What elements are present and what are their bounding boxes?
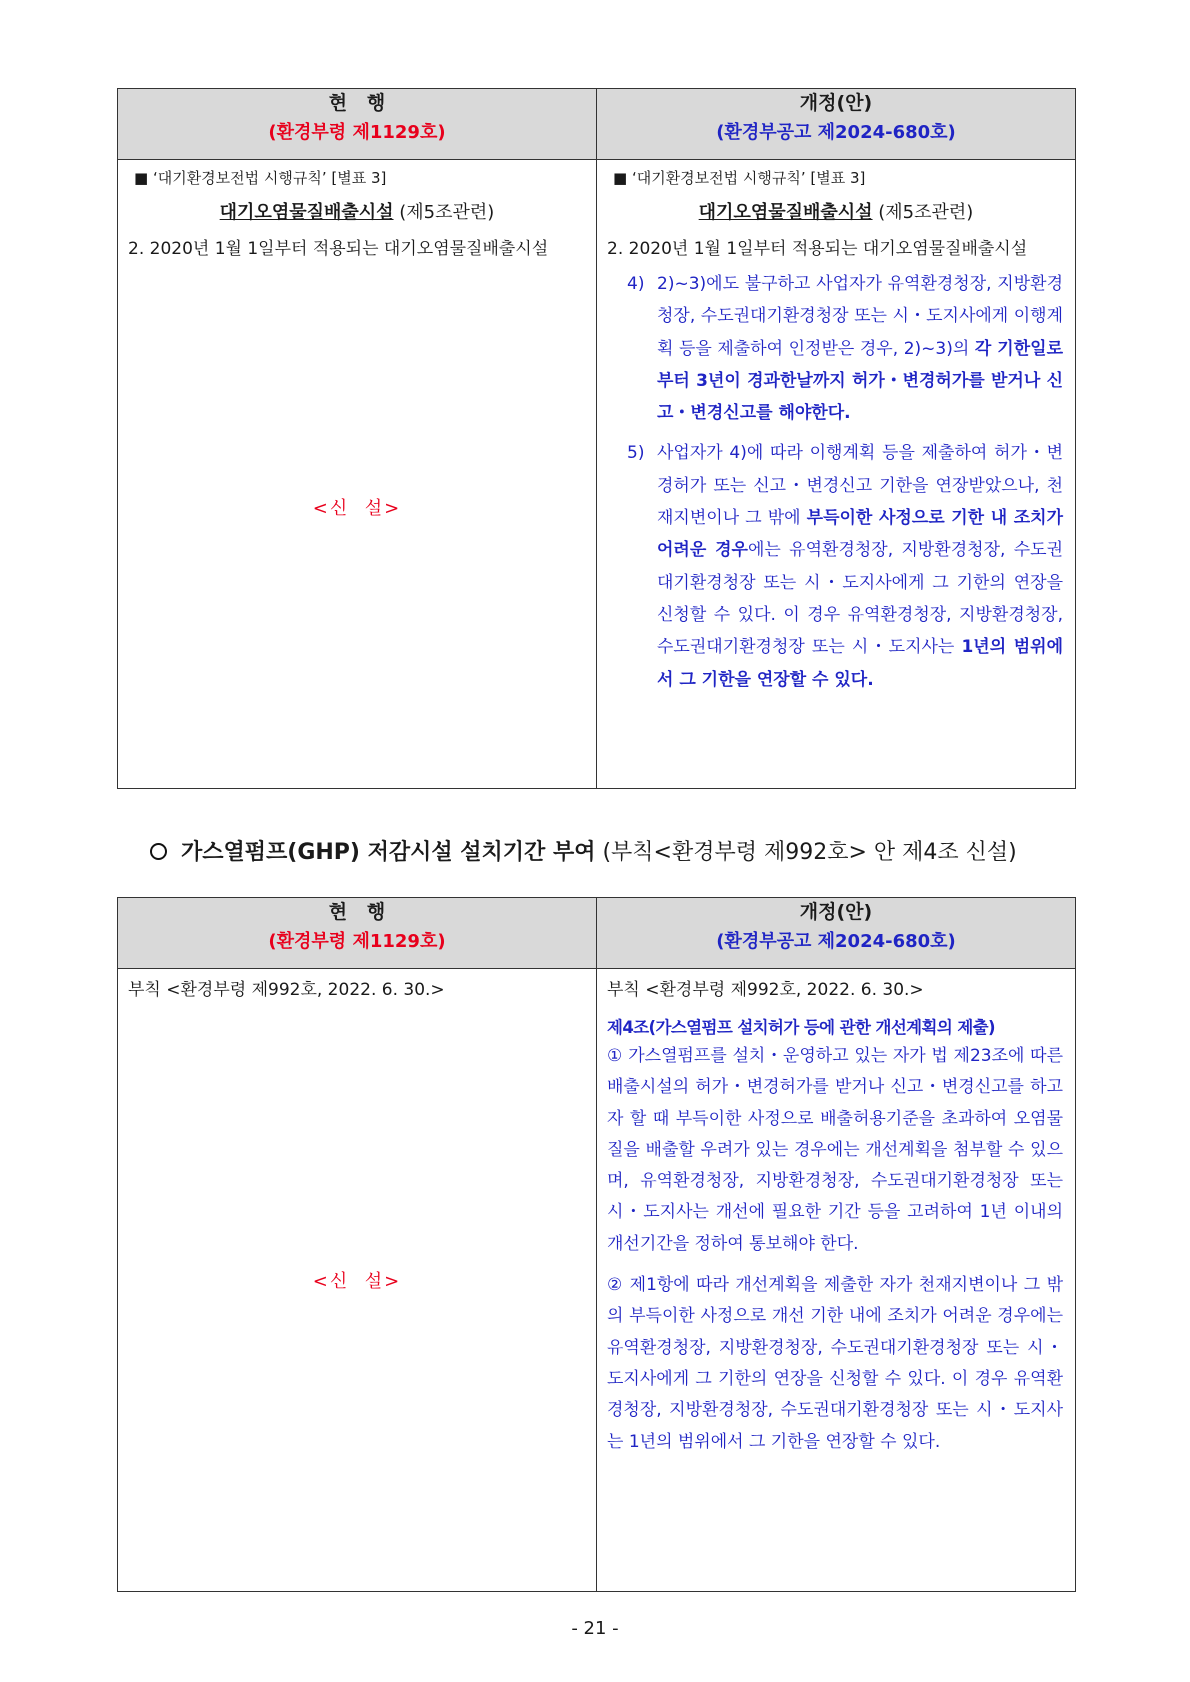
header-current-2 [118,898,597,969]
current-cell [118,160,597,789]
title-left-bold: 대기오염물질배출시설 [219,202,394,223]
title-left-suffix: (제5조관련) [393,202,495,223]
item-4-text [657,268,1063,429]
title-right [597,200,1075,226]
item-5 [627,437,1063,695]
section-heading-normal: (부칙<환경부령 제992호> 안 제4조 신설) [595,840,1017,865]
section-heading [150,838,1017,868]
item-5-num: 5) [627,443,645,464]
header-current-sub: (환경부령 제1129호) [268,122,446,143]
comparison-table-1 [117,88,1076,789]
new-mark-1: <신 설> [312,498,402,519]
circle-bullet-icon [150,843,167,860]
page-number: - 21 - [571,1618,619,1639]
note-left: ■ ‘대기환경보전법 시행규칙’ [별표 3] [134,169,387,187]
item-5-text-a: 사업자가 4)에 따라 이행계획 등을 제출하여 허가・변경허가 또는 신고・변경신고 기한을 연장받았으나, 천재지변이나 그 밖에 [657,443,1063,529]
new-mark-2: <신 설> [312,1271,402,1292]
article-title: 제4조(가스열펌프 설치허가 등에 관한 개선계획의 제출) [607,1018,995,1037]
revised-cell [597,160,1076,789]
title-right-bold: 대기오염물질배출시설 [698,202,873,223]
current-cell-2 [118,969,597,1592]
item-4-text-b: 각 기한일로부터 3년이 경과한날까지 허가・변경허가를 받거나 신고・변경신고를 해야한다. [657,338,1063,424]
item-4 [627,268,1063,429]
addenda-right: 부칙 <환경부령 제992호, 2022. 6. 30.> [607,980,924,1000]
title-left [118,200,596,226]
title-right-suffix: (제5조관련) [872,202,974,223]
header-current-title: 현 행 [328,92,386,114]
header-revised-title: 개정(안) [799,92,873,114]
addenda-left: 부칙 <환경부령 제992호, 2022. 6. 30.> [128,980,445,1000]
section-heading-bold: 가스열펌프(GHP) 저감시설 설치기간 부여 [181,840,596,865]
item-4-text-a: 2)~3)에도 불구하고 사업자가 유역환경청장, 지방환경청장, 수도권대기환경청장 또는 시・도지사에게 이행계획 등을 제출하여 인정받은 경우, 2)~3)의 [657,274,1063,359]
header-revised [597,89,1076,160]
note-right: ■ ‘대기환경보전법 시행규칙’ [별표 3] [613,169,866,187]
item-4-num: 4) [627,274,645,294]
paragraph-1: ① 가스열펌프를 설치・운영하고 있는 자가 법 제23조에 따른 배출시설의 허가・변경허가를 받거나 신고・변경신고를 하고자 할 때 부득이한 사정으로 배출허용기준을 초과하여 오염물질을 배출할 우려가 있는 경우에는 개선계획을 첨부할 수 있으며, 유역환경청장, 지방환경청장, 수도권대기환경청장 또는 시・도지사는 개선에 필요한 기간 등을 고려하여 1년 이내의 개선기간을 정하여 통보해야 한다. [607,1046,1063,1254]
header-revised-2 [597,898,1076,969]
item-5-text-c: 에는 유역환경청장, 지방환경청장, 수도권대기환경청장 또는 시・도지사에게 그 기한의 연장을 신청할 수 있다. 이 경우 유역환경청장, 지방환경청장, 수도권대기환경청장 또는 시・도지사는 [657,540,1064,658]
header-revised-2-title: 개정(안) [799,901,873,923]
revised-cell-2 [597,969,1076,1592]
item-5-text-d: 1년의 범위에서 그 기한을 연장할 수 있다. [657,637,1064,690]
line2-right: 2. 2020년 1월 1일부터 적용되는 대기오염물질배출시설 [607,239,1028,259]
paragraph-2: ② 제1항에 따라 개선계획을 제출한 자가 천재지변이나 그 밖의 부득이한 사정으로 개선 기한 내에 조치가 어려운 경우에는 유역환경청장, 지방환경청장, 수도권대기환경청장 또는 시・도지사에게 그 기한의 연장을 신청할 수 있다. 이 경우 유역환경청장, 지방환경청장, 수도권대기환경청장 또는 시・도지사는 1년의 범위에서 그 기한을 연장할 수 있다. [607,1275,1063,1452]
header-revised-sub: (환경부공고 제2024-680호) [716,122,956,143]
header-current-2-sub: (환경부령 제1129호) [268,931,446,952]
header-current [118,89,597,160]
item-5-text [657,437,1063,695]
header-current-2-title: 현 행 [328,901,386,923]
item-5-text-b: 부득이한 사정으로 기한 내 조치가 어려운 경우 [657,508,1063,561]
line2-left: 2. 2020년 1월 1일부터 적용되는 대기오염물질배출시설 [128,239,549,259]
comparison-table-2 [117,897,1076,1592]
header-revised-2-sub: (환경부공고 제2024-680호) [716,931,956,952]
